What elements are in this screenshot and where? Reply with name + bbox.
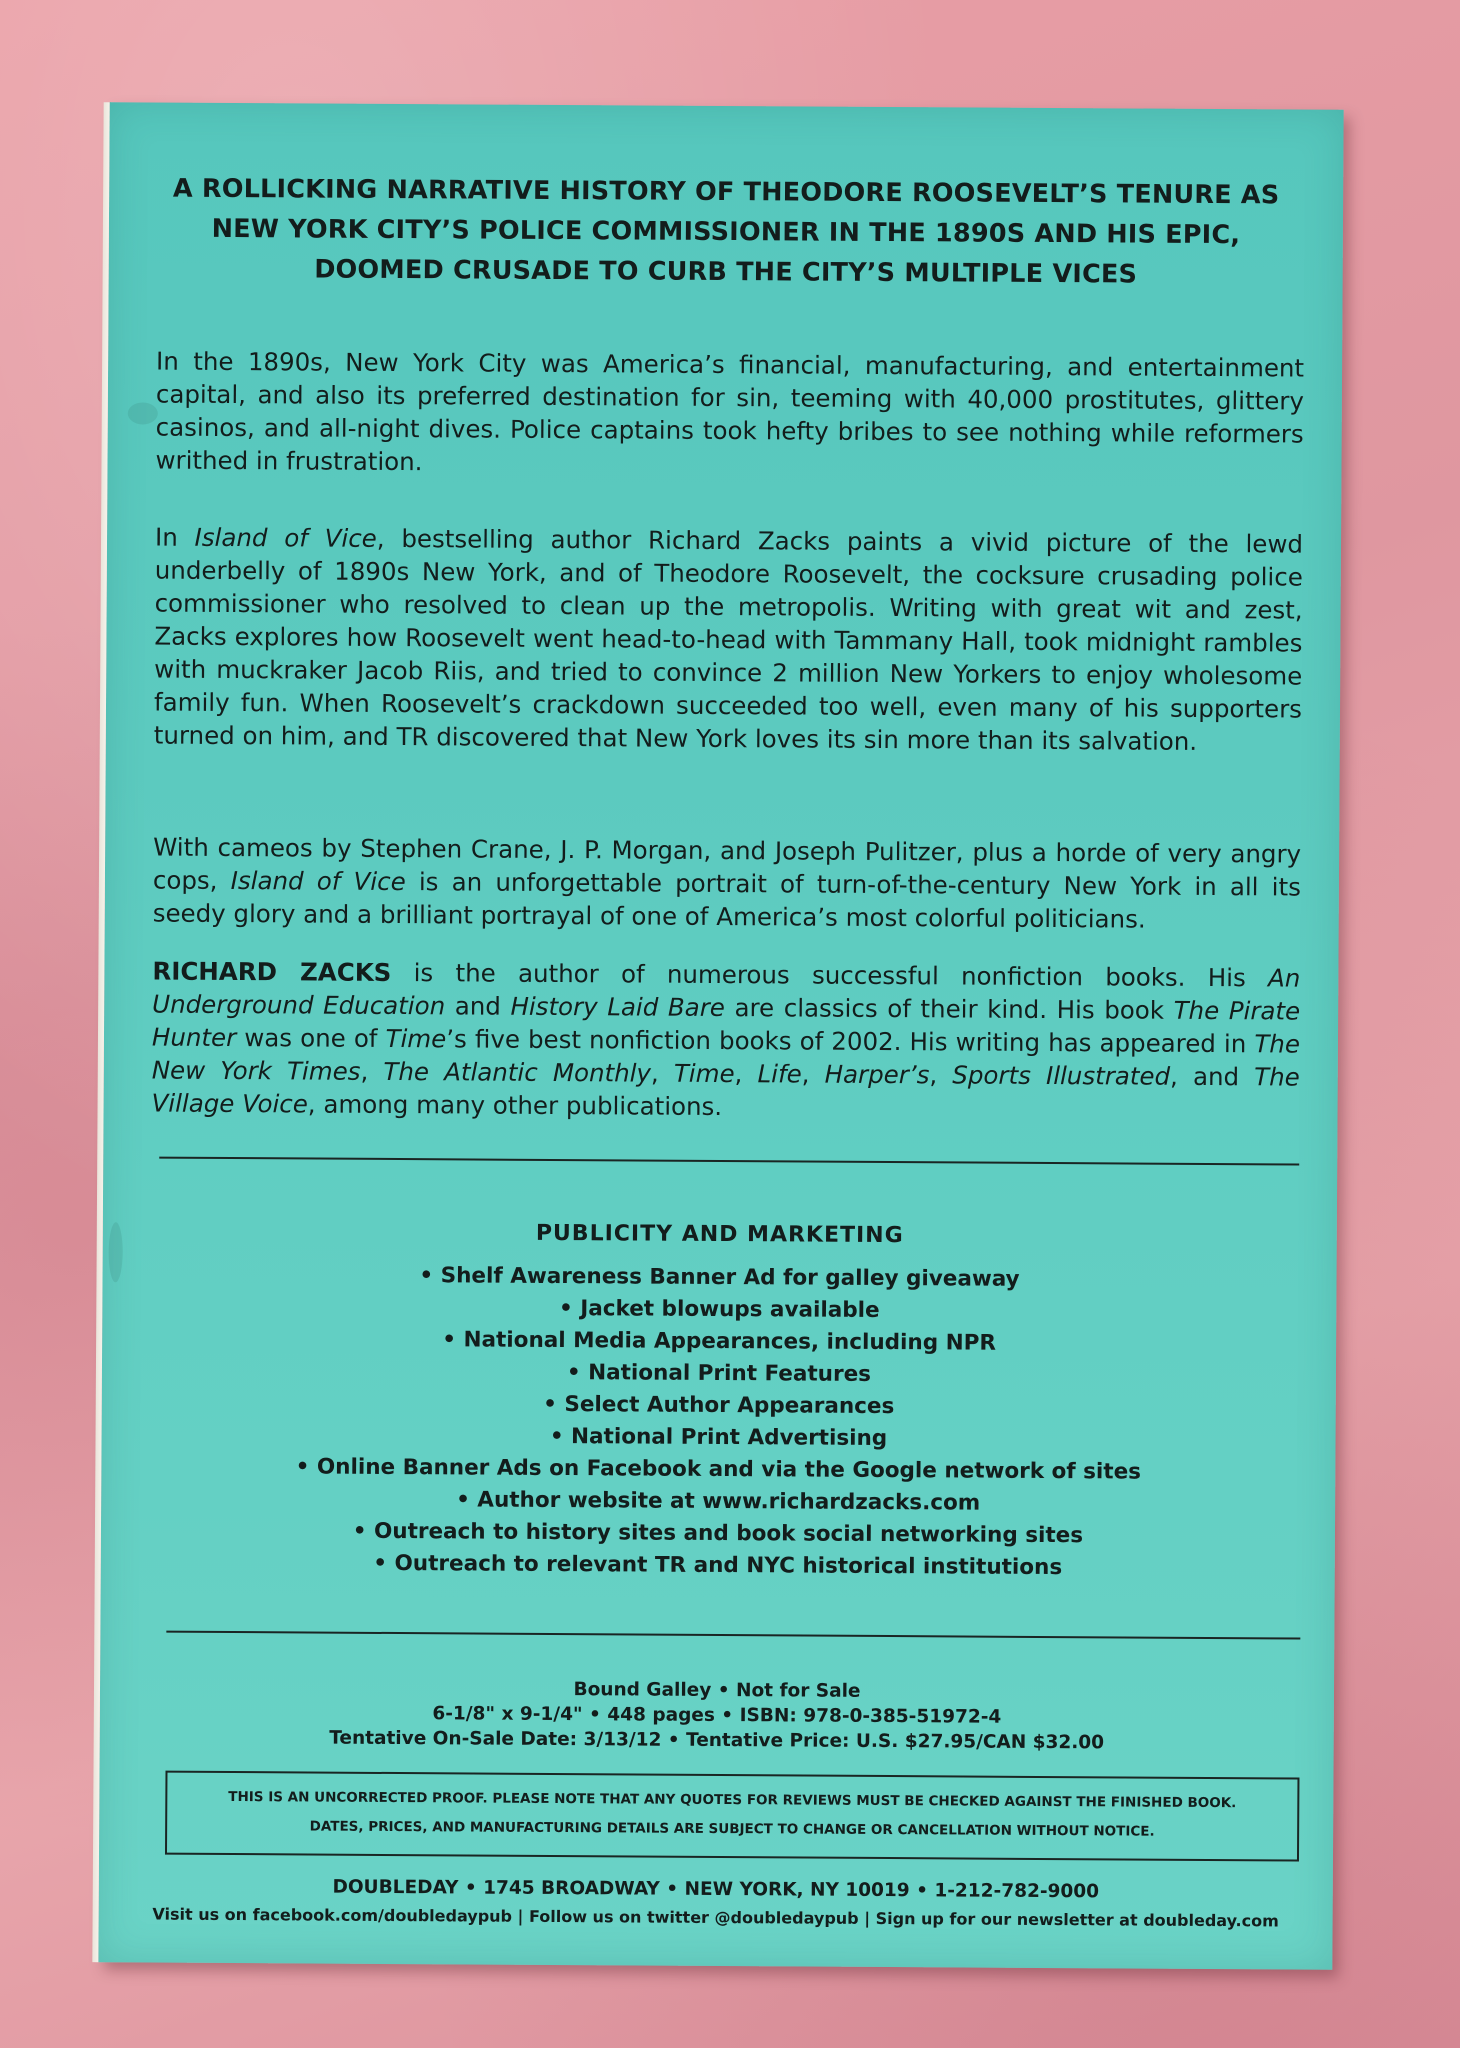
- text-run: In: [154, 522, 195, 552]
- text-run: and: [445, 991, 511, 1021]
- list-item: • Jacket blowups available: [102, 1290, 1336, 1330]
- headline-line: A ROLLICKING NARRATIVE HISTORY OF THEODORE ROOSEVELT’S TENURE AS: [172, 173, 1280, 211]
- publication-title: Sports Illustrated: [952, 1060, 1171, 1091]
- text-run: is an unforgettable portrait of turn-of-the-century New York in all its seedy glory and a brilliant portrayal of one of America’s most colorful politicians.: [152, 867, 1302, 934]
- proof-notice-box: [165, 1771, 1299, 1862]
- list-item: • Online Banner Ads on Facebook and via the Google network of sites: [101, 1450, 1335, 1490]
- galley-details: [100, 1674, 1334, 1757]
- description-paragraph-2: [154, 521, 1303, 759]
- text-run: , bestselling author Richard Zacks paints a vivid picture of the lewd underbelly of 1890s New York, and of Theodore Roosevelt, the cocksure crusading police commissioner who resolved to clean up the metropolis. Writing with great wit and zest, Zacks explores how Roosevelt went head-to-head with Tammany Hall, took midnight rambles with muckraker Jacob Riis, and tried to convince 2 million New Yorkers to enjoy wholesome family fun. When Roosevelt’s crackdown succeeded too well, even many of his supporters turned on him, and TR discovered that New York loves its sin more than its salvation.: [153, 523, 1304, 756]
- publication-title: Time: [385, 1023, 447, 1054]
- text-run: ,: [734, 1059, 758, 1089]
- description-paragraph-3: [153, 831, 1302, 937]
- publication-title: Life: [757, 1059, 802, 1089]
- galley-line: Tentative On-Sale Date: 3/13/12 • Tentative Price: U.S. $27.95/CAN $32.00: [329, 1727, 1105, 1754]
- cover-headline: [149, 168, 1304, 295]
- text-run: , among many other publications.: [307, 1089, 723, 1122]
- book-title: Island of Vice: [230, 866, 406, 897]
- publication-title: The Pirate Hunter: [151, 995, 1301, 1053]
- text-run: ’s five best nonfiction books of 2002. His writing has appeared in: [446, 1024, 1255, 1059]
- text-run: is the author of numerous successful nonfiction books. His: [391, 957, 1269, 993]
- text-run: With cameos by Stephen Crane, J. P. Morgan, and Joseph Pulitzer, plus a horde of very angry cops,: [152, 832, 1302, 896]
- proof-line: THIS IS AN UNCORRECTED PROOF. PLEASE NOTE THAT ANY QUOTES FOR REVIEWS MUST BE CHECKED AGAINST THE FINISHED BOOK.: [228, 1789, 1237, 1812]
- divider-rule: [159, 1157, 1299, 1166]
- publication-title: Time: [673, 1058, 735, 1089]
- list-item: • Author website at www.richardzacks.com: [101, 1482, 1335, 1522]
- text-run: are classics of their kind. His book: [724, 993, 1174, 1025]
- list-item: • Outreach to relevant TR and NYC historical institutions: [101, 1546, 1335, 1586]
- publication-title: An Underground Education: [152, 963, 1301, 1021]
- author-bio: [151, 955, 1300, 1127]
- publication-title: Harper’s: [824, 1059, 930, 1090]
- headline-line: NEW YORK CITY’S POLICE COMMISSIONER IN THE 1890S AND HIS EPIC,: [211, 213, 1241, 251]
- text-run: , and: [1169, 1061, 1255, 1092]
- list-item: • Select Author Appearances: [102, 1386, 1336, 1426]
- text-run: was one of: [236, 1023, 386, 1053]
- list-item: • Outreach to history sites and book social networking sites: [101, 1514, 1335, 1554]
- book-back-cover: [98, 102, 1343, 1970]
- author-name: RICHARD ZACKS: [152, 956, 392, 987]
- list-item: • National Media Appearances, including NPR: [102, 1322, 1336, 1362]
- publication-title: The Atlantic Monthly: [383, 1056, 652, 1088]
- publication-title: The New York Times: [151, 1029, 1301, 1086]
- divider-rule: [166, 1631, 1300, 1640]
- publication-title: The Village Voice: [151, 1062, 1300, 1119]
- publisher-social: Visit us on facebook.com/doubledaypub | Follow us on twitter @doubledaypub | Sign up for our newsletter at doubleday.com: [152, 1904, 1279, 1931]
- text-run: ,: [650, 1058, 674, 1088]
- stain-mark: [128, 402, 158, 424]
- publication-title: History Laid Bare: [510, 991, 725, 1023]
- description-paragraph-1: In the 1890s, New York City was America’s financial, manufacturing, and entertainment capital, and also its preferred destination for sin, teeming with 40,000 prostitutes, glittery casinos, and all-night dives. Police captains took hefty bribes to see nothing while reformers writhed in frustration.: [155, 346, 1305, 477]
- text-run: ,: [929, 1060, 953, 1090]
- book-title: Island of Vice: [194, 522, 377, 553]
- list-item: • Shelf Awareness Banner Ad for galley giveaway: [102, 1258, 1336, 1298]
- publisher-address: DOUBLEDAY • 1745 BROADWAY • NEW YORK, NY 10019 • 1-212-782-9000: [332, 1876, 1100, 1903]
- galley-line: Bound Galley • Not for Sale: [573, 1679, 861, 1702]
- proof-line: DATES, PRICES, AND MANUFACTURING DETAILS ARE SUBJECT TO CHANGE OR CANCELLATION WITHOUT NOTICE.: [309, 1818, 1155, 1840]
- headline-line: DOOMED CRUSADE TO CURB THE CITY’S MULTIPLE VICES: [314, 254, 1138, 290]
- publicity-heading: PUBLICITY AND MARKETING: [535, 1220, 904, 1249]
- text-run: ,: [801, 1059, 825, 1089]
- publisher-info: [99, 1872, 1333, 1936]
- publicity-list: [101, 1258, 1337, 1586]
- list-item: • National Print Advertising: [101, 1418, 1335, 1458]
- galley-line: 6-1/8" x 9-1/4" • 448 pages • ISBN: 978-0-385-51972-4: [432, 1703, 1002, 1728]
- list-item: • National Print Features: [102, 1354, 1336, 1394]
- text-run: ,: [360, 1056, 384, 1086]
